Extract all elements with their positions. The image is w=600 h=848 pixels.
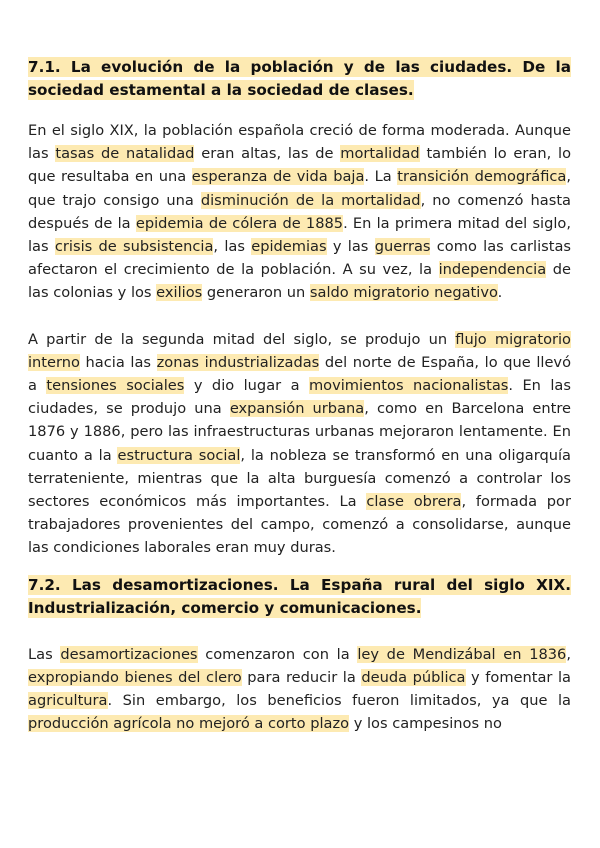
text-run: como las carlistas afectaron el crecimiento de la población. A su vez, la [28,238,571,279]
text-run: eran altas, las de [194,145,341,163]
highlighted-term: producción agrícola no mejoró a corto plazo [28,715,350,733]
highlighted-term: estructura social [117,446,241,464]
text-run: , las [213,238,252,256]
text-run: . En las ciudades, se produjo una [28,377,571,418]
highlighted-term: expansión urbana [229,400,365,418]
highlighted-term: saldo migratorio negativo [309,284,498,302]
text-run: comenzaron con la [197,645,358,663]
section-heading-7-2 [28,574,571,620]
highlighted-term: independencia [438,261,547,279]
text-run: , [566,645,571,663]
section-heading-text: 7.1. La evolución de la población y de las ciudades. De la sociedad estamental a la sociedad de clases. [28,58,571,99]
text-run: generaron un [202,284,310,302]
highlighted-term: deuda pública [361,668,466,686]
highlighted-term: tensiones sociales [46,377,185,395]
text-run: , formada por trabajadores provenientes del campo, comenzó a consolidarse, aunque las condiciones laborales eran muy duras. [28,493,571,557]
text-run: y dio lugar a [184,377,309,395]
highlighted-term: epidemia de cólera de 1885 [135,214,344,232]
text-run: , no comenzó hasta después de la [28,191,571,232]
text-run: y fomentar la [465,668,571,686]
text-run: A partir de la segunda mitad del siglo, se produjo un [28,330,456,348]
document-page [28,56,571,735]
text-run: En el siglo XIX, la población española creció de forma moderada. Aunque las [28,122,571,163]
text-run: y las [326,238,375,256]
text-run: Las [28,645,61,663]
text-run: también lo eran, lo que resultaba en una [28,145,571,186]
highlighted-term: epidemias [251,238,327,256]
highlighted-term: agricultura [28,692,108,710]
text-run: hacia las [79,353,157,371]
text-run: y los campesinos no [349,715,502,733]
text-run: , la nobleza se transformó en una oligarquía terrateniente, mientras que la alta burguesía comenzó a controlar los sectores económicos más importantes. La [28,446,571,511]
highlighted-term: ley de Mendizábal en 1836 [357,645,567,663]
highlighted-term: guerras [374,238,431,256]
text-run: . En la primera mitad del siglo, las [28,214,571,256]
text-run: . Sin embargo, los beneficios fueron limitados, ya que la [107,692,571,710]
text-run: de las colonias y los [28,261,571,302]
highlighted-term: crisis de subsistencia [54,238,214,256]
highlighted-term: flujo migratorio interno [28,330,571,371]
text-run: para reducir la [241,668,362,686]
highlighted-term: desamortizaciones [60,645,198,663]
paragraph-1 [28,119,571,305]
text-run: . La [364,168,398,186]
text-run: . [497,284,503,302]
highlighted-term: movimientos nacionalistas [308,377,509,395]
highlighted-term: expropiando bienes del clero [28,668,242,686]
highlighted-term: transición demográfica [397,168,567,186]
highlighted-term: mortalidad [340,145,420,163]
highlighted-term: esperanza de vida baja [191,168,365,186]
section-heading-7-1 [28,56,571,102]
text-run: , que trajo consigo una [28,168,571,209]
highlighted-term: exilios [156,284,203,302]
paragraph-2 [28,328,571,560]
section-heading-text: 7.2. Las desamortizaciones. La España rural del siglo XIX. Industrialización, comercio y comunicaciones. [28,575,571,617]
highlighted-term: zonas industrializadas [156,353,320,371]
highlighted-term: disminución de la mortalidad [200,191,421,209]
highlighted-term: clase obrera [366,493,462,511]
paragraph-3 [28,643,571,736]
text-run: del norte de España, lo que llevó a [28,353,572,395]
highlighted-term: tasas de natalidad [55,145,195,163]
text-run: , como en Barcelona entre 1876 y 1886, pero las infraestructuras urbanas mejoraron lentamente. En cuanto a la [28,400,571,464]
